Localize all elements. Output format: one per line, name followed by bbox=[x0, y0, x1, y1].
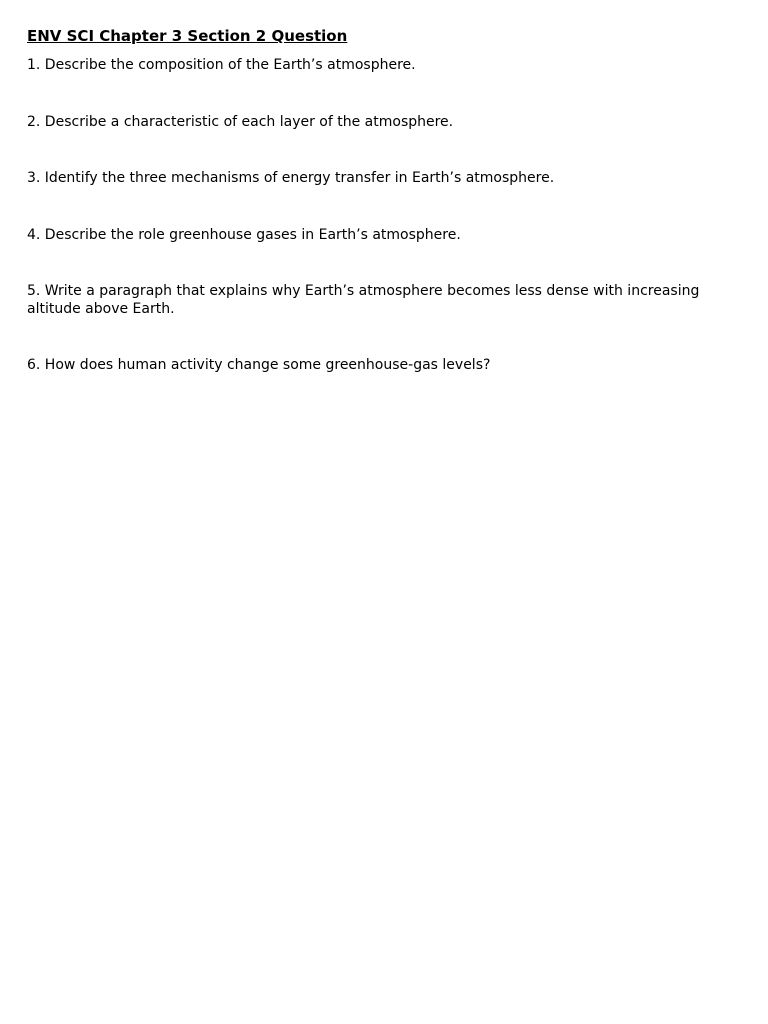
question-3: 3. Identify the three mechanisms of energy transfer in Earth’s atmosphere. bbox=[27, 170, 555, 186]
question-5: 5. Write a paragraph that explains why Earth’s atmosphere becomes less dense with increasing altitude above Earth. bbox=[27, 283, 700, 317]
question-1: 1. Describe the composition of the Earth’s atmosphere. bbox=[27, 57, 416, 73]
question-2: 2. Describe a characteristic of each layer of the atmosphere. bbox=[27, 114, 454, 130]
question-6: 6. How does human activity change some greenhouse-gas levels? bbox=[27, 357, 491, 373]
question-4: 4. Describe the role greenhouse gases in Earth’s atmosphere. bbox=[27, 227, 461, 243]
page-title: ENV SCI Chapter 3 Section 2 Question bbox=[27, 27, 348, 45]
